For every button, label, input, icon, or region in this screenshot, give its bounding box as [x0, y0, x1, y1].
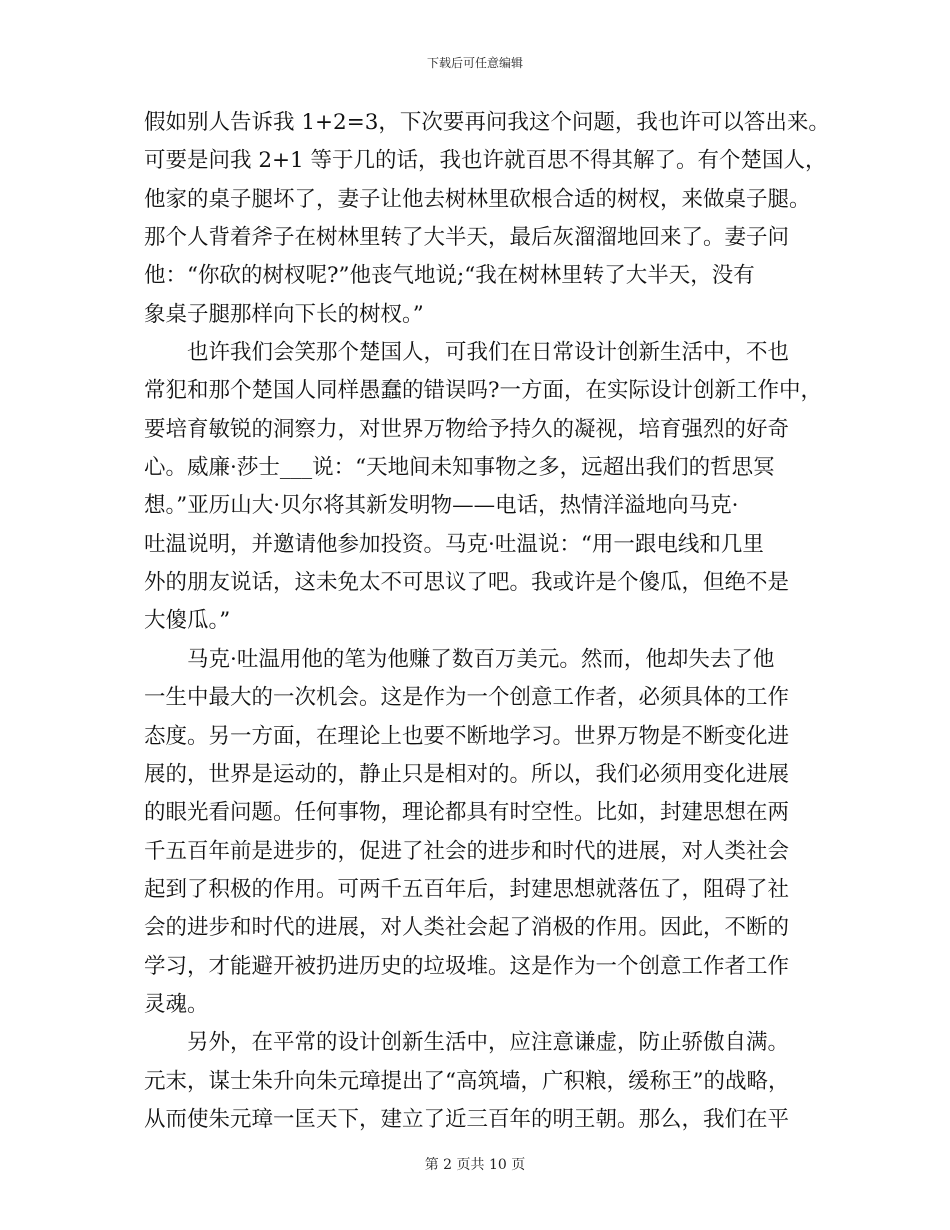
text-line: 他：“你砍的树杈呢?”他丧气地说;“我在树林里转了大半天，没有 — [144, 263, 755, 289]
text-line: 从而使朱元璋一匡天下，建立了近三百年的明王朝。那么，我们在平 — [144, 1106, 790, 1132]
text-line: 起到了积极的作用。可两千五百年后，封建思想就落伍了，阻碍了社 — [144, 876, 790, 902]
text-line: 要培育敏锐的洞察力，对世界万物给予持久的凝视，培育强烈的好奇 — [144, 416, 790, 442]
text-line: 灵魂。 — [144, 991, 209, 1017]
text-line: 马克·吐温用他的笔为他赚了数百万美元。然而，他却失去了他 — [144, 646, 775, 672]
text-line: 可要是问我 2+1 等于几的话，我也许就百思不得其解了。有个楚国人， — [144, 148, 827, 174]
document-body — [144, 104, 830, 1139]
text-line: 展的，世界是运动的，静止只是相对的。所以，我们必须用变化进展 — [144, 761, 790, 787]
text-line: 吐温说明，并邀请他参加投资。马克·吐温说：“用一跟电线和几里 — [144, 531, 764, 557]
text-line: 也许我们会笑那个楚国人，可我们在日常设计创新生活中，不也 — [144, 340, 790, 366]
text-line: 态度。另一方面，在理论上也要不断地学习。世界万物是不断变化进 — [144, 723, 790, 749]
text-line: 外的朋友说话，这未免太不可思议了吧。我或许是个傻瓜，但绝不是 — [144, 570, 790, 596]
page-footer: 第 2 页共 10 页 — [424, 1157, 526, 1173]
text-line: 的眼光看问题。任何事物，理论都具有时空性。比如，封建思想在两 — [144, 800, 790, 826]
text-line: 象桌子腿那样向下长的树杈。” — [144, 301, 424, 327]
text-line: 假如别人告诉我 1+2=3，下次要再问我这个问题，我也许可以答出来。 — [144, 110, 830, 135]
text-line: 学习，才能避开被扔进历史的垃圾堆。这是作为一个创意工作者工作 — [144, 953, 790, 979]
page-header: 下载后可任意编辑 — [426, 56, 523, 70]
text-line: 常犯和那个楚国人同样愚蠢的错误吗?一方面，在实际设计创新工作中， — [144, 378, 823, 404]
text-line: 大傻瓜。” — [144, 608, 231, 634]
text-line: 那个人背着斧子在树林里转了大半天，最后灰溜溜地回来了。妻子问 — [144, 225, 790, 251]
text-line: 元末，谋士朱升向朱元璋提出了“高筑墙，广积粮，缓称王”的战略， — [144, 1068, 790, 1094]
text-line: 心。威廉·莎士___说：“天地间未知事物之多，远超出我们的哲思冥 — [144, 455, 775, 481]
text-line: 会的进步和时代的进展，对人类社会起了消极的作用。因此，不断的 — [144, 915, 790, 941]
text-line: 一生中最大的一次机会。这是作为一个创意工作者，必须具体的工作 — [144, 685, 790, 711]
text-line: 他家的桌子腿坏了，妻子让他去树林里砍根合适的树杈，来做桌子腿。 — [144, 186, 811, 212]
text-line: 千五百年前是进步的，促进了社会的进步和时代的进展，对人类社会 — [144, 838, 790, 864]
text-line: 另外，在平常的设计创新生活中，应注意谦虚，防止骄傲自满。 — [144, 1030, 790, 1056]
text-line: 想。”亚历山大·贝尔将其新发明物——电话，热情洋溢地向马克· — [144, 493, 739, 519]
